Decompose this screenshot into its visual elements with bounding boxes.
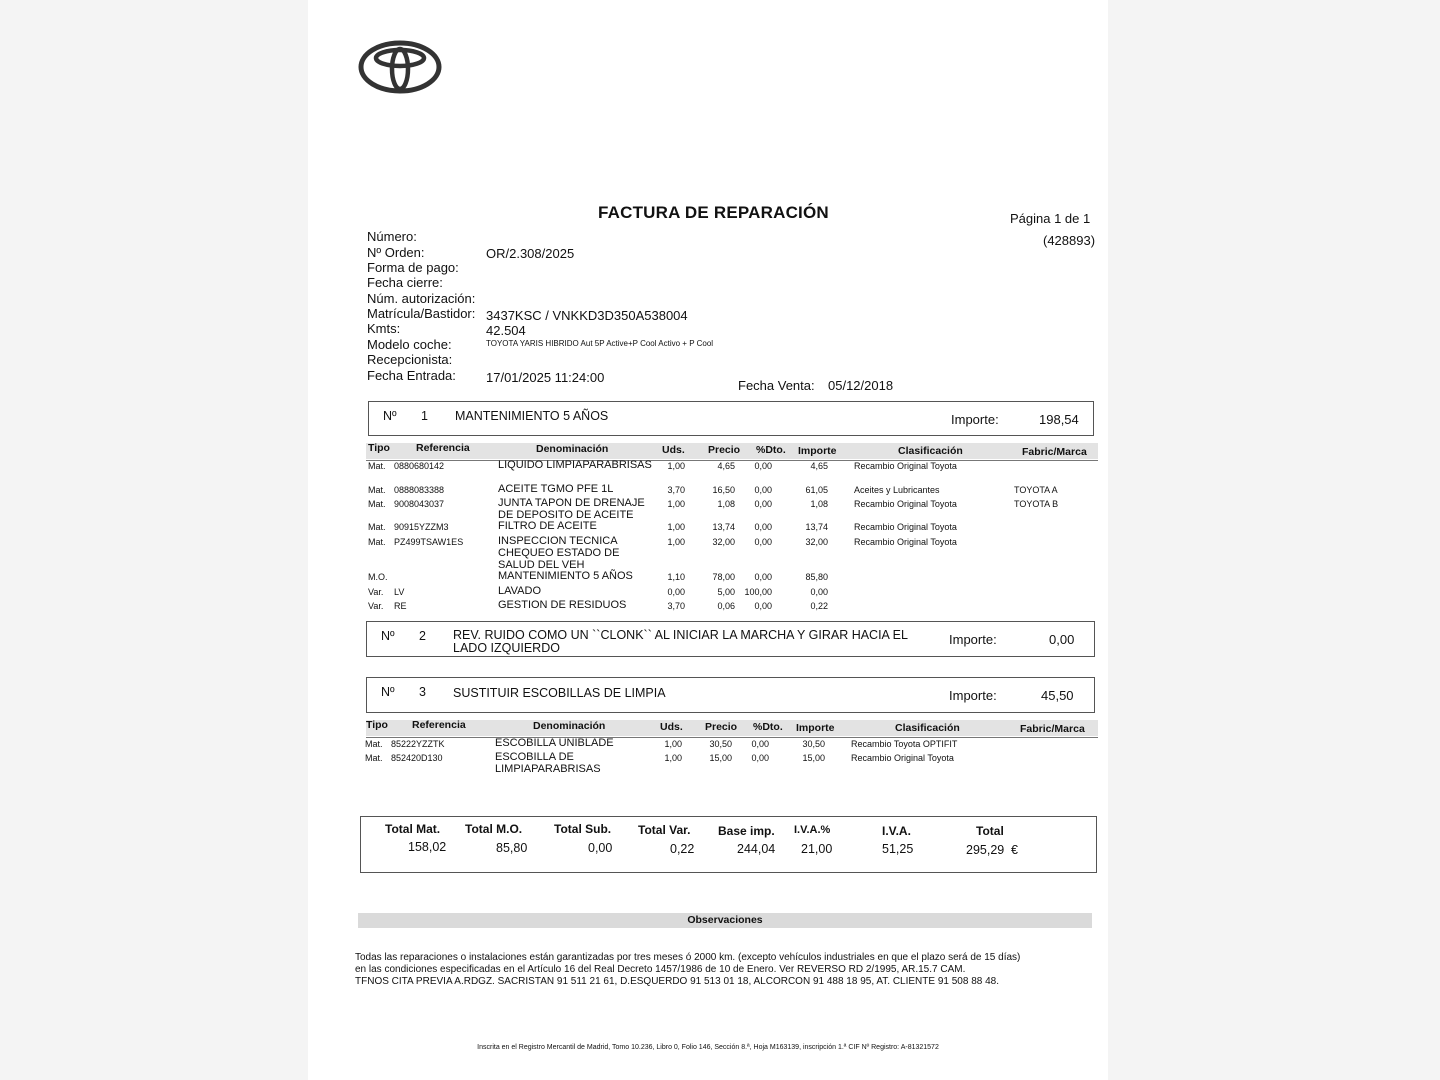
- cell-dto: 0,00: [754, 461, 772, 471]
- cell-tipo: Var.: [368, 587, 384, 597]
- cell-dto: 0,00: [754, 485, 772, 495]
- cell-denominacion: ESCOBILLA DE LIMPIAPARABRISAS: [495, 751, 601, 775]
- cell-importe: 32,00: [805, 537, 828, 547]
- cell-precio: 15,00: [709, 753, 732, 763]
- invoice-title: FACTURA DE REPARACIÓN: [598, 203, 829, 222]
- cell-denominacion: LAVADO: [498, 585, 541, 597]
- cell-ref: LV: [394, 587, 405, 597]
- cell-tipo: Mat.: [365, 753, 383, 763]
- total-var-value: 0,22: [670, 842, 695, 856]
- cell-importe: 0,00: [810, 587, 828, 597]
- cell-precio: 4,65: [717, 461, 735, 471]
- cell-uds: 1,00: [667, 499, 685, 509]
- matricula-value: 3437KSC / VNKKD3D350A538004: [486, 308, 688, 323]
- modelo-value: TOYOTA YARIS HIBRIDO Aut 5P Active+P Cool Activo + P Cool: [486, 339, 714, 348]
- cell-uds: 0,00: [667, 587, 685, 597]
- operation-3-description: SUSTITUIR ESCOBILLAS DE LIMPIA: [453, 686, 666, 700]
- cell-importe: 61,05: [805, 485, 828, 495]
- fecha-cierre-label: Fecha cierre:: [367, 275, 443, 290]
- kmts-value: 42.504: [486, 323, 526, 338]
- iva-pct-value: 21,00: [801, 842, 833, 856]
- cell-tipo: Mat.: [368, 499, 386, 509]
- invoice-page: FACTURA DE REPARACIÓN Página 1 de 1 (428893) Número: Nº Orden: OR/2.308/2025 Forma de pago: Fecha cierre: Núm. autorización: Matrícula/Bastidor: 3437KSC / VNKKD3D350A538004 Kmts: 42.504 Modelo coche: TOYOTA YARIS HIBRIDO Aut 5P Active+P Cool Activo + P Cool Recepcionista: Fecha Entrada: 17/01/2025 11:24:00 Fecha Venta: 05/12/2018 Nº 1 MANTENIMIENTO 5 AÑOS Importe: 198,54 Tipo Referencia Denominación Uds. Precio %Dto. Importe Clasificación Fabric/Marca Mat. 0880680142 1,00 4,65 0,00 4,65 Recambio Original Toyota LIQUIDO LIMPIAPARABRISAS Mat. 0888083388 3,70 16,50 0,00 61,05 Aceites y Lubricantes TOYOTA A ACEITE TGMO PFE 1L Mat. 9008043037 1,00 1,08 0,00 1,08 Recambio Original Toyota TOYOTA B JUNTA TAPON DE DRENAJE DE DEPOSITO DE ACEITE Mat. 90915YZZM3 1,00 13,74 0,00 13,74 Recambio Original Toyota FILTRO DE ACEITE Mat. PZ499TSAW1ES 1,00 32,00 0,00 32,00 Recambio Original Toyota INSPECCION TECNICA CHEQUEO ESTADO DE SALUD DEL VEH M.O. 1,10 78,00 0,00 85,80 MANTENIMIENTO 5 AÑOS Var. LV 0,00 5,00 100,00 0,00 LAVADO Var. RE 3,70 0,06 0,00 0,22 GESTION DE RESIDUOS Nº 2 REV. RUIDO COMO UN ``CLONK`` AL INICIAR LA MARCHA Y GIRAR HACIA EL LADO IZQUIERDO Importe: 0,00 Nº 3 SUSTITUIR ESCOBILLAS DE LIMPIA Importe: 45,50 Tipo Referencia Denominación Uds. Precio %Dto. Importe Clasificación Fabric/Marca Mat. 85222YZZTK 1,00 30,50 0,00 30,50 Recambio Toyota OPTIFIT ESCOBILLA UNIBLADE Mat. 852420D130 1,00 15,00 0,00 15,00 Recambio Original Toyota ESCOBILLA DE LIMPIAPARABRISAS Total Mat. 158,02 Total M.O. 85,80 Total Sub. 0,00 Total Var. 0,22 Base imp. 244,04 I.V.A.% 21,00 I.V.A. 51,25 Total 295,29 € Observaciones Todas las reparaciones o instalaciones están garantizadas por tres meses ó 2000 km. (excepto vehículos industriales en que el plazo será de 15 días) en las condiciones especificadas en el Artículo 16 del Real Decreto 1457/1986 de 10 de Enero. Ver REVERSO RD 2/1995, AR.15.7 CAM. TFNOS CITA PREVIA A.RDGZ. SACRISTAN 91 511 21 61, D.ESQUERDO 91 513 01 18, ALCORCON 91 488 18 95, AT. CLIENTE 91 508 88 48. Inscrita en el Registro Mercantil de Madrid, Tomo 10.236, Libro 0, Folio 146, Sección 8.ª, Hoja M163139, inscripción 1.ª CIF Nº Registro: A-81321572: [308, 0, 1108, 1080]
- cell-uds: 1,10: [667, 572, 685, 582]
- toyota-logo-icon: [358, 40, 442, 94]
- cell-dto: 0,00: [754, 522, 772, 532]
- cell-importe: 0,22: [810, 601, 828, 611]
- cell-dto: 0,00: [751, 753, 769, 763]
- fecha-entrada-value: 17/01/2025 11:24:00: [486, 370, 605, 385]
- recepcionista-label: Recepcionista:: [367, 352, 453, 367]
- cell-dto: 100,00: [744, 587, 772, 597]
- operation-2-header: Nº 2 REV. RUIDO COMO UN ``CLONK`` AL INICIAR LA MARCHA Y GIRAR HACIA EL LADO IZQUIERDO Importe: 0,00: [366, 621, 1095, 657]
- cell-precio: 78,00: [712, 572, 735, 582]
- operation-2-description: REV. RUIDO COMO UN ``CLONK`` AL INICIAR LA MARCHA Y GIRAR HACIA EL LADO IZQUIERDO: [453, 628, 908, 655]
- operation-1-header: Nº 1 MANTENIMIENTO 5 AÑOS Importe: 198,54: [368, 401, 1094, 436]
- cell-tipo: Mat.: [365, 739, 383, 749]
- cell-dto: 0,00: [754, 499, 772, 509]
- cell-denominacion: JUNTA TAPON DE DRENAJE DE DEPOSITO DE ACEITE: [498, 497, 645, 521]
- cell-ref: PZ499TSAW1ES: [394, 537, 464, 547]
- total-sub-value: 0,00: [588, 841, 613, 855]
- operation-1-importe: 198,54: [1039, 412, 1079, 427]
- observaciones-text: Todas las reparaciones o instalaciones están garantizadas por tres meses ó 2000 km. (excepto vehículos industriales en que el plazo será de 15 días) en las condiciones especificadas en el Artículo 16 del Real Decreto 1457/1986 de 10 de Enero. Ver REVERSO RD 2/1995, AR.15.7 CAM. TFNOS CITA PREVIA A.RDGZ. SACRISTAN 91 511 21 61, D.ESQUERDO 91 513 01 18, ALCORCON 91 488 18 95, AT. CLIENTE 91 508 88 48.: [355, 952, 1021, 987]
- cell-ref: 0888083388: [394, 485, 445, 495]
- fecha-venta-value: 05/12/2018: [828, 378, 894, 393]
- cell-clas: Aceites y Lubricantes: [854, 485, 940, 495]
- operation-2-importe: 0,00: [1049, 632, 1075, 647]
- cell-ref: 0880680142: [394, 461, 445, 471]
- cell-ref: 9008043037: [394, 499, 445, 509]
- operation-3-header: Nº 3 SUSTITUIR ESCOBILLAS DE LIMPIA Importe: 45,50: [366, 677, 1095, 713]
- cell-tipo: M.O.: [368, 572, 388, 582]
- cell-marca: TOYOTA A: [1014, 485, 1058, 495]
- cell-ref: 90915YZZM3: [394, 522, 449, 532]
- cell-clas: Recambio Original Toyota: [854, 522, 957, 532]
- total-value: 295,29: [966, 843, 1005, 857]
- num-autorizacion-label: Núm. autorización:: [367, 291, 476, 306]
- cell-uds: 1,00: [667, 537, 685, 547]
- cell-importe: 85,80: [805, 572, 828, 582]
- cell-marca: TOYOTA B: [1014, 499, 1059, 509]
- cell-importe: 1,08: [810, 499, 828, 509]
- cell-tipo: Mat.: [368, 461, 386, 471]
- matricula-label: Matrícula/Bastidor:: [367, 306, 476, 321]
- cell-clas: Recambio Original Toyota: [854, 537, 957, 547]
- cell-uds: 1,00: [664, 739, 682, 749]
- total-mat-value: 158,02: [408, 840, 447, 854]
- cell-importe: 4,65: [810, 461, 828, 471]
- cell-dto: 0,00: [754, 601, 772, 611]
- fecha-venta-label: Fecha Venta:: [738, 378, 815, 393]
- orden-value: OR/2.308/2025: [486, 246, 575, 261]
- kmts-label: Kmts:: [367, 321, 401, 336]
- cell-importe: 30,50: [802, 739, 825, 749]
- cell-denominacion: INSPECCION TECNICA CHEQUEO ESTADO DE SALUD DEL VEH: [498, 535, 620, 571]
- cell-precio: 0,06: [717, 601, 735, 611]
- cell-clas: Recambio Toyota OPTIFIT: [851, 739, 958, 749]
- cell-denominacion: MANTENIMIENTO 5 AÑOS: [498, 570, 633, 582]
- cell-dto: 0,00: [751, 739, 769, 749]
- operation-3-importe: 45,50: [1041, 688, 1074, 703]
- cell-uds: 1,00: [664, 753, 682, 763]
- cell-ref: RE: [394, 601, 407, 611]
- cell-denominacion: LIQUIDO LIMPIAPARABRISAS: [498, 459, 652, 471]
- cell-ref: 85222YZZTK: [391, 739, 445, 749]
- cell-precio: 1,08: [717, 499, 735, 509]
- observaciones-title: Observaciones: [687, 914, 763, 926]
- orden-label: Nº Orden:: [367, 245, 425, 260]
- cell-tipo: Mat.: [368, 522, 386, 532]
- cell-denominacion: FILTRO DE ACEITE: [498, 520, 597, 532]
- cell-dto: 0,00: [754, 572, 772, 582]
- cell-importe: 15,00: [802, 753, 825, 763]
- cell-denominacion: GESTION DE RESIDUOS: [498, 599, 627, 611]
- cell-tipo: Mat.: [368, 485, 386, 495]
- cell-clas: Recambio Original Toyota: [854, 499, 957, 509]
- cell-denominacion: ESCOBILLA UNIBLADE: [495, 737, 614, 749]
- iva-value: 51,25: [882, 842, 914, 856]
- cell-precio: 13,74: [712, 522, 735, 532]
- cell-ref: 852420D130: [391, 753, 443, 763]
- forma-pago-label: Forma de pago:: [367, 260, 459, 275]
- cell-importe: 13,74: [805, 522, 828, 532]
- document-reference: (428893): [1043, 233, 1096, 248]
- cell-tipo: Var.: [368, 601, 384, 611]
- cell-precio: 30,50: [709, 739, 732, 749]
- cell-uds: 3,70: [667, 601, 685, 611]
- cell-clas: Recambio Original Toyota: [854, 461, 957, 471]
- base-imp-value: 244,04: [737, 842, 776, 856]
- page-indicator: Página 1 de 1: [1010, 211, 1091, 226]
- fecha-entrada-label: Fecha Entrada:: [367, 368, 456, 383]
- cell-uds: 1,00: [667, 522, 685, 532]
- cell-clas: Recambio Original Toyota: [851, 753, 954, 763]
- cell-precio: 5,00: [717, 587, 735, 597]
- cell-uds: 3,70: [667, 485, 685, 495]
- observaciones-bar: [358, 913, 1092, 928]
- currency-symbol: €: [1011, 843, 1018, 857]
- cell-precio: 32,00: [712, 537, 735, 547]
- registry-footer: Inscrita en el Registro Mercantil de Madrid, Tomo 10.236, Libro 0, Folio 146, Sección 8.ª, Hoja M163139, inscripción 1.ª CIF Nº Registro: A-81321572: [477, 1044, 939, 1051]
- cell-precio: 16,50: [712, 485, 735, 495]
- numero-label: Número:: [367, 229, 417, 244]
- cell-tipo: Mat.: [368, 537, 386, 547]
- total-mo-value: 85,80: [496, 841, 528, 855]
- cell-uds: 1,00: [667, 461, 685, 471]
- cell-dto: 0,00: [754, 537, 772, 547]
- cell-denominacion: ACEITE TGMO PFE 1L: [498, 483, 614, 495]
- modelo-label: Modelo coche:: [367, 337, 452, 352]
- operation-1-description: MANTENIMIENTO 5 AÑOS: [455, 409, 609, 423]
